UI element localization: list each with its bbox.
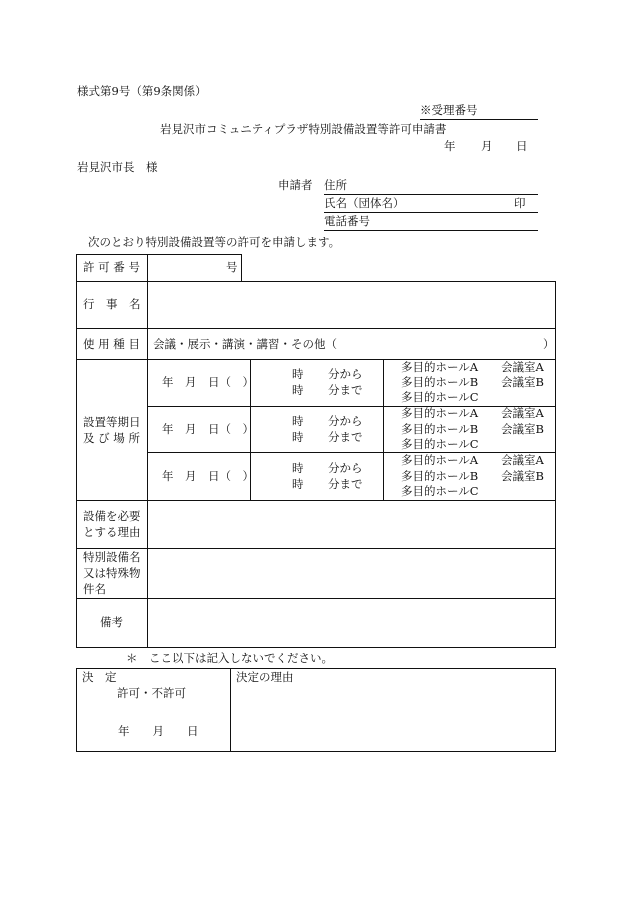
end-minute: 分まで [328,477,363,491]
applicant-label: 申請者 [278,178,313,192]
usage-type-label: 使 用 種 目 [83,337,140,351]
schedule-date: 年 月 日（ ） [162,469,254,483]
room-hall-a[interactable]: 多目的ホールA [401,453,479,467]
equipment-label-line1: 特別設備名 [83,550,141,564]
usage-type-close: ） [543,337,555,351]
applicant-phone-label: 電話番号 [324,214,370,228]
permit-number-label: 許 可 番 号 [83,260,140,274]
room-hall-b[interactable]: 多目的ホールB [401,469,479,483]
document-title: 岩見沢市コミュニティプラザ特別設備設置等許可申請書 [160,122,447,136]
equipment-label [83,549,141,597]
end-minute: 分まで [328,430,363,444]
room-conference-b[interactable]: 会議室B [501,422,544,436]
applicant-name-field[interactable] [324,198,538,213]
start-hour: 時 [292,461,304,475]
decision-reason-input[interactable] [231,686,554,750]
room-hall-b[interactable]: 多目的ホールB [401,422,479,436]
room-conference-a[interactable]: 会議室A [501,453,544,467]
decision-reason-label: 決定の理由 [236,670,294,684]
start-minute: 分から [328,414,363,428]
reception-number-label: ※受理番号 [420,103,478,117]
remarks-input[interactable] [148,599,554,647]
room-hall-c[interactable]: 多目的ホールC [401,390,479,404]
addressee: 岩見沢市長 様 [77,160,158,174]
decision-label: 決 定 [82,670,117,684]
intro-text: 次のとおり特別設備設置等の許可を申請します。 [88,235,341,249]
room-conference-a[interactable]: 会議室A [501,406,544,420]
form-number: 様式第9号（第9条関係） [77,84,207,98]
start-minute: 分から [328,461,363,475]
room-hall-b[interactable]: 多目的ホールB [401,375,479,389]
applicant-phone-field[interactable] [324,216,538,231]
start-minute: 分から [328,367,363,381]
room-conference-b[interactable]: 会議室B [501,375,544,389]
reason-label [83,508,141,540]
reception-number-field[interactable] [420,105,538,120]
equipment-label-line2: 又は特殊物 [83,566,141,580]
decision-options[interactable]: 許可・不許可 [117,686,186,700]
reason-input[interactable] [148,501,554,548]
end-hour: 時 [292,477,304,491]
schedule-label [83,414,141,446]
office-use-notice: ＊ ここ以下は記入しないでください。 [126,651,333,665]
decision-date: 年 月 日 [118,724,199,738]
date-year: 年 [444,139,456,153]
room-hall-a[interactable]: 多目的ホールA [401,360,479,374]
seal-mark: 印 [514,196,526,210]
schedule-label-line1: 設置等期日 [83,415,141,429]
reason-label-line2: とする理由 [83,525,141,539]
permit-number-suffix: 号 [226,260,238,274]
event-name-label: 行 事 名 [83,297,141,311]
applicant-name-label: 氏名（団体名） [324,196,405,210]
start-hour: 時 [292,414,304,428]
applicant-address-field[interactable] [324,180,538,195]
equipment-input[interactable] [148,549,554,598]
schedule-date: 年 月 日（ ） [162,422,254,436]
room-conference-b[interactable]: 会議室B [501,469,544,483]
end-minute: 分まで [328,383,363,397]
applicant-address-label: 住所 [324,178,347,192]
remarks-label: 備考 [100,615,123,629]
date-day: 日 [516,139,528,153]
reason-label-line1: 設備を必要 [83,509,141,523]
start-hour: 時 [292,367,304,381]
end-hour: 時 [292,383,304,397]
room-hall-c[interactable]: 多目的ホールC [401,437,479,451]
end-hour: 時 [292,430,304,444]
usage-type-options[interactable]: 会議・展示・講演・講習・その他（ [153,337,337,351]
schedule-label-line2: 及 び 場 所 [83,431,140,445]
schedule-date: 年 月 日（ ） [162,375,254,389]
equipment-label-line3: 件名 [83,582,106,596]
room-hall-a[interactable]: 多目的ホールA [401,406,479,420]
event-name-input[interactable] [148,282,554,328]
room-hall-c[interactable]: 多目的ホールC [401,484,479,498]
date-month: 月 [481,139,493,153]
room-conference-a[interactable]: 会議室A [501,360,544,374]
